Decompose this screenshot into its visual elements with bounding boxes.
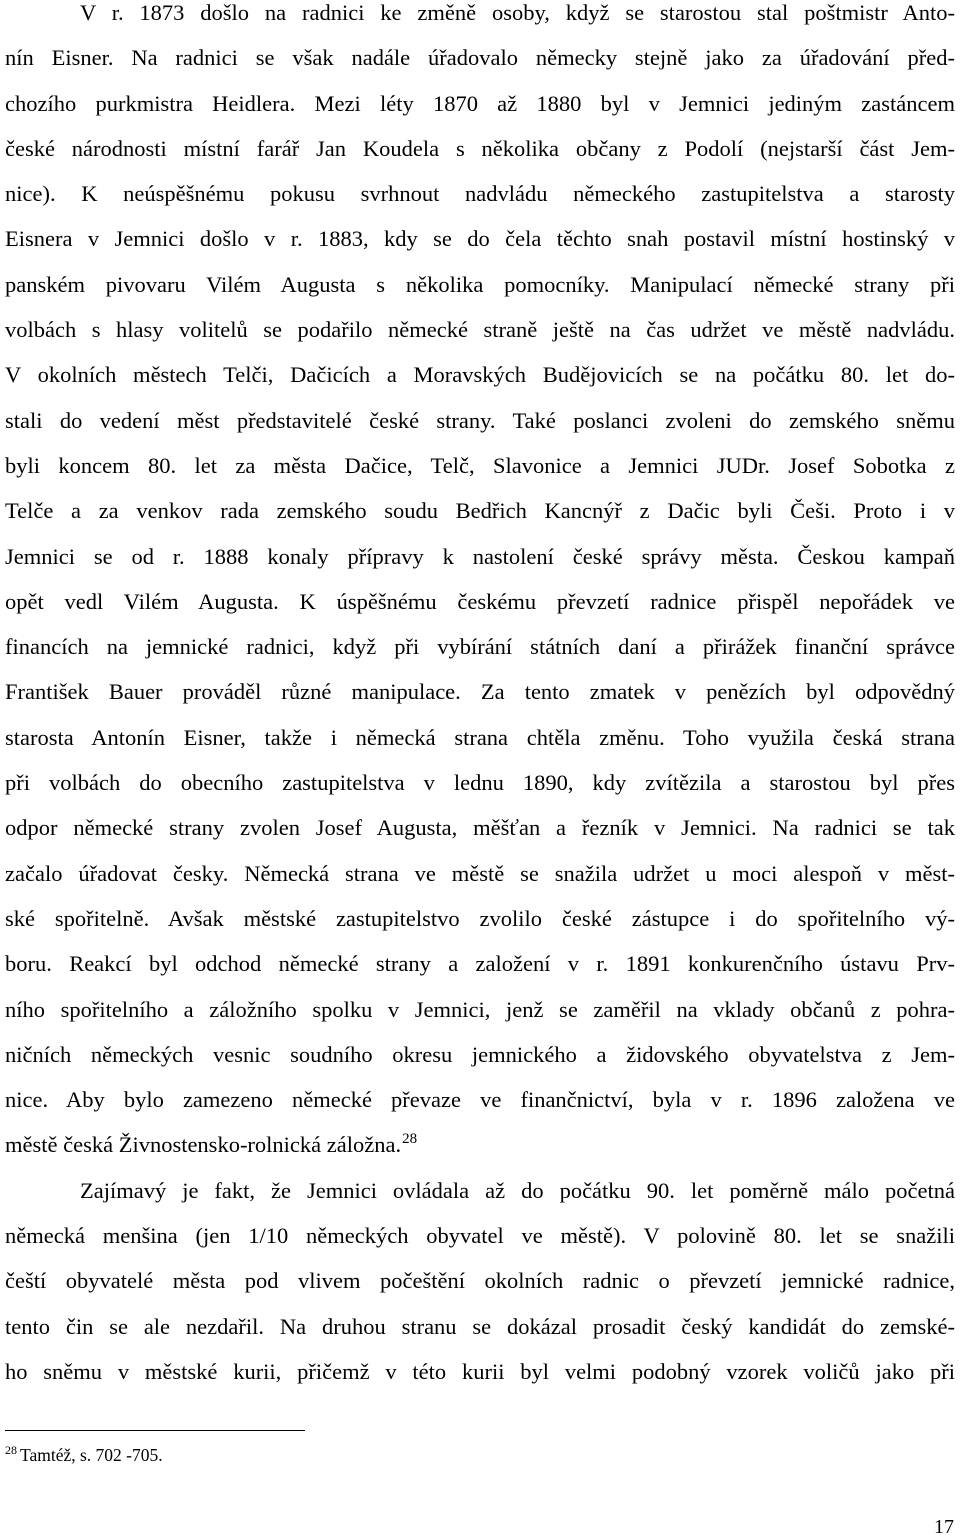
text-line: volbách s hlasy volitelů se podařilo německé straně ještě na čas udržet ve městě nadvládu. xyxy=(5,317,955,343)
text-line: při volbách do obecního zastupitelstva v lednu 1890, kdy zvítězila a starostou byl přes xyxy=(5,770,955,796)
text-line xyxy=(5,1122,955,1167)
text-line: ho sněmu v městské kurii, přičemž v této kurii byl velmi podobný vzorek voličů jako při xyxy=(5,1358,955,1384)
footnote-number: 28 xyxy=(5,1443,17,1457)
paragraph xyxy=(5,1168,955,1394)
text-line: V okolních městech Telči, Dačicích a Moravských Budějovicích se na počátku 80. let do- xyxy=(5,362,955,388)
text-line: nín Eisner. Na radnici se však nadále úřadovalo německy stejně jako za úřadování před- xyxy=(5,45,955,71)
text-line: nice. Aby bylo zamezeno německé převaze ve finančnictví, byla v r. 1896 založena ve xyxy=(5,1087,955,1113)
page-body xyxy=(5,0,955,1394)
text-line: starosta Antonín Eisner, takže i německá strana chtěla změnu. Toho využila česká strana xyxy=(5,724,955,750)
text-line: české národnosti místní farář Jan Koudela s několika občany z Podolí (nejstarší část Jem- xyxy=(5,135,955,161)
text-line: Zajímavý je fakt, že Jemnici ovládala až do počátku 90. let poměrně málo početná xyxy=(80,1177,955,1203)
text-line: německá menšina (jen 1/10 německých obyvatel ve městě). V polovině 80. let se snažili xyxy=(5,1223,955,1249)
footnote xyxy=(5,1443,163,1467)
footnote-text: Tamtéž, s. 702 -705. xyxy=(20,1445,163,1465)
text-line: ního spořitelního a záložního spolku v Jemnici, jenž se zaměřil na vklady občanů z pohra- xyxy=(5,996,955,1022)
text-line: V r. 1873 došlo na radnici ke změně osoby, když se starostou stal poštmistr Anto- xyxy=(80,0,955,25)
text-line: chozího purkmistra Heidlera. Mezi léty 1870 až 1880 byl v Jemnici jediným zastáncem xyxy=(5,90,955,116)
text-line: financích na jemnické radnici, když při vybírání státních daní a přirážek finanční správce xyxy=(5,634,955,660)
text-line: Eisnera v Jemnici došlo v r. 1883, kdy se do čela těchto snah postavil místní hostinský v xyxy=(5,226,955,252)
footnote-separator xyxy=(5,1430,305,1431)
text-line: ské spořitelně. Avšak městské zastupitelstvo zvolilo české zástupce i do spořitelního vý- xyxy=(5,905,955,931)
text-line: boru. Reakcí byl odchod německé strany a založení v r. 1891 konkurenčního ústavu Prv- xyxy=(5,951,955,977)
text-line: panském pivovaru Vilém Augusta s několika pomocníky. Manipulací německé strany při xyxy=(5,271,955,297)
text-line: ničních německých vesnic soudního okresu jemnického a židovského obyvatelstva z Jem- xyxy=(5,1041,955,1067)
text-line: čeští obyvatelé města pod vlivem počeštění okolních radnic o převzetí jemnické radnice, xyxy=(5,1268,955,1294)
text-line: Telče a za venkov rada zemského soudu Bedřich Kancnýř z Dačic byli Češi. Proto i v xyxy=(5,498,955,524)
paragraph xyxy=(5,0,955,1168)
text-line: nice). K neúspěšnému pokusu svrhnout nadvládu německého zastupitelstva a starosty xyxy=(5,181,955,207)
text-line: začalo úřadovat česky. Německá strana ve městě se snažila udržet u moci alespoň v měst- xyxy=(5,860,955,886)
text-line: opět vedl Vilém Augusta. K úspěšnému českému převzetí radnice přispěl nepořádek ve xyxy=(5,588,955,614)
text-line: Jemnici se od r. 1888 konaly přípravy k nastolení české správy města. Českou kampaň xyxy=(5,543,955,569)
text-line: odpor německé strany zvolen Josef Augusta, měšťan a řezník v Jemnici. Na radnici se tak xyxy=(5,815,955,841)
footnote-ref[interactable]: 28 xyxy=(402,1131,418,1148)
text-line: byli koncem 80. let za města Dačice, Telč, Slavonice a Jemnici JUDr. Josef Sobotka z xyxy=(5,452,955,478)
text-line: František Bauer prováděl různé manipulace. Za tento zmatek v penězích byl odpovědný xyxy=(5,679,955,705)
page-number: 17 xyxy=(934,1516,954,1538)
text-line: stali do vedení měst představitelé české strany. Také poslanci zvoleni do zemského sněmu xyxy=(5,407,955,433)
text-line: tento čin se ale nezdařil. Na druhou stranu se dokázal prosadit český kandidát do zemské- xyxy=(5,1313,955,1339)
text-line-content: městě česká Živnostensko-rolnická záložna. xyxy=(5,1132,402,1158)
